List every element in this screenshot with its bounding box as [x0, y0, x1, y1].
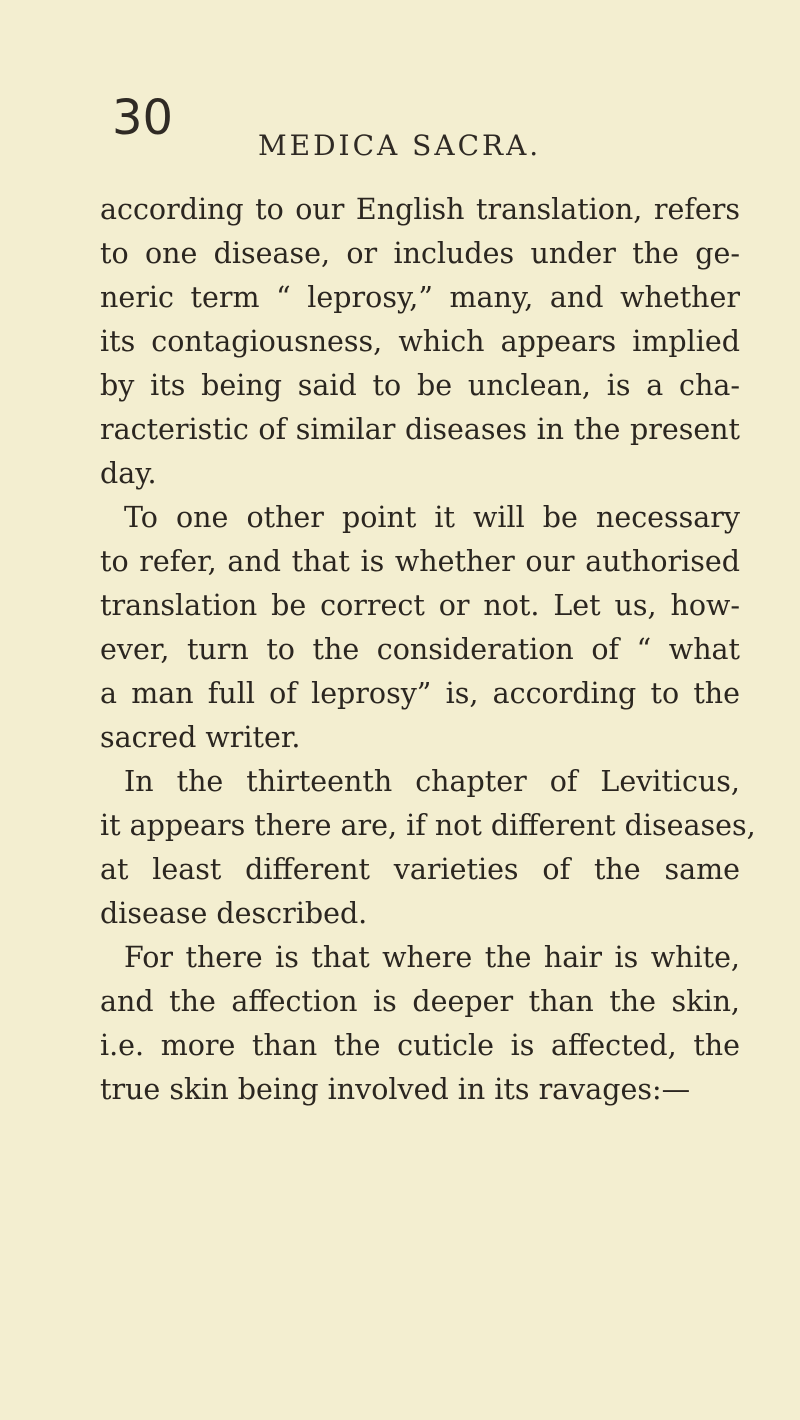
text-line: For there is that where the hair is white, [124, 941, 740, 974]
text-line: ever, turn to the consideration of “ what [100, 633, 740, 666]
text-line: i.e. more than the cuticle is affected, the [100, 1029, 740, 1062]
running-head: MEDICA SACRA. [258, 129, 542, 162]
text-line: To one other point it will be necessary [124, 501, 740, 534]
body-text [100, 188, 756, 1112]
text-line: to refer, and that is whether our authorised [100, 545, 740, 578]
text-line: day. [100, 457, 157, 490]
text-line: and the affection is deeper than the skin, [100, 985, 740, 1018]
text-line: neric term “ leprosy,” many, and whether [100, 281, 740, 314]
text-line: sacred writer. [100, 721, 301, 754]
text-line: according to our English translation, refers [100, 193, 740, 226]
text-line: its contagiousness, which appears implied [100, 325, 740, 358]
page-number: 30 [112, 90, 174, 146]
text-line: at least different varieties of the same [100, 853, 740, 886]
text-line: true skin being involved in its ravages:— [100, 1073, 691, 1106]
text-line: a man full of leprosy” is, according to the [100, 677, 740, 710]
text-line: translation be correct or not. Let us, how- [100, 589, 740, 622]
text-line: it appears there are, if not different diseases, [100, 809, 756, 842]
text-line: by its being said to be unclean, is a cha- [100, 369, 740, 402]
text-line: disease described. [100, 897, 368, 930]
text-line: In the thirteenth chapter of Leviticus, [124, 765, 740, 798]
text-line: to one disease, or includes under the ge- [100, 237, 740, 270]
text-line: racteristic of similar diseases in the present [100, 413, 740, 446]
